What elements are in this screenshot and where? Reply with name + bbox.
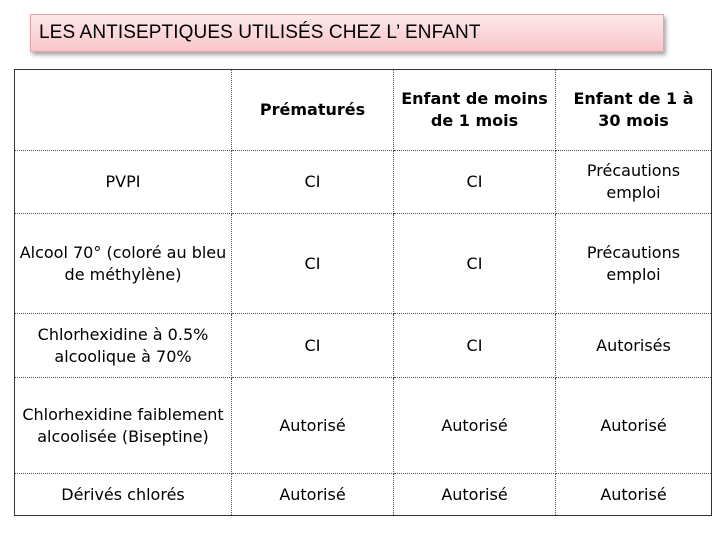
row-label: Chlorhexidine à 0.5% alcoolique à 70% [15,314,232,378]
table-cell: Précautions emploi [556,151,712,214]
table-row [15,474,712,516]
table-row [15,214,712,314]
table-cell: CI [394,214,556,314]
antiseptics-table [14,69,712,516]
row-label: Dérivés chlorés [15,474,232,516]
table-cell: Autorisé [232,474,394,516]
header-cell-prematures: Prématurés [232,70,394,151]
table-cell: CI [232,214,394,314]
table-cell: Autorisé [394,378,556,474]
table-cell: Autorisés [556,314,712,378]
table-cell: Autorisé [556,378,712,474]
header-cell-1-to-30-months: Enfant de 1 à 30 mois [556,70,712,151]
title-banner [30,14,664,52]
table-row [15,314,712,378]
table-cell: CI [232,151,394,214]
header-cell-under-1-month: Enfant de moins de 1 mois [394,70,556,151]
row-label: Chlorhexidine faiblement alcoolisée (Biseptine) [15,378,232,474]
table-cell: Autorisé [232,378,394,474]
table-cell: Précautions emploi [556,214,712,314]
table-cell: CI [394,314,556,378]
table-row [15,378,712,474]
row-label: Alcool 70° (coloré au bleu de méthylène) [15,214,232,314]
table-cell: CI [394,151,556,214]
table-cell: CI [232,314,394,378]
slide-title: LES ANTISEPTIQUES UTILISÉS CHEZ L’ ENFANT [39,22,481,43]
header-cell-empty [15,70,232,151]
table-cell: Autorisé [394,474,556,516]
table-cell: Autorisé [556,474,712,516]
table-header-row [15,70,712,151]
row-label: PVPI [15,151,232,214]
table-row [15,151,712,214]
